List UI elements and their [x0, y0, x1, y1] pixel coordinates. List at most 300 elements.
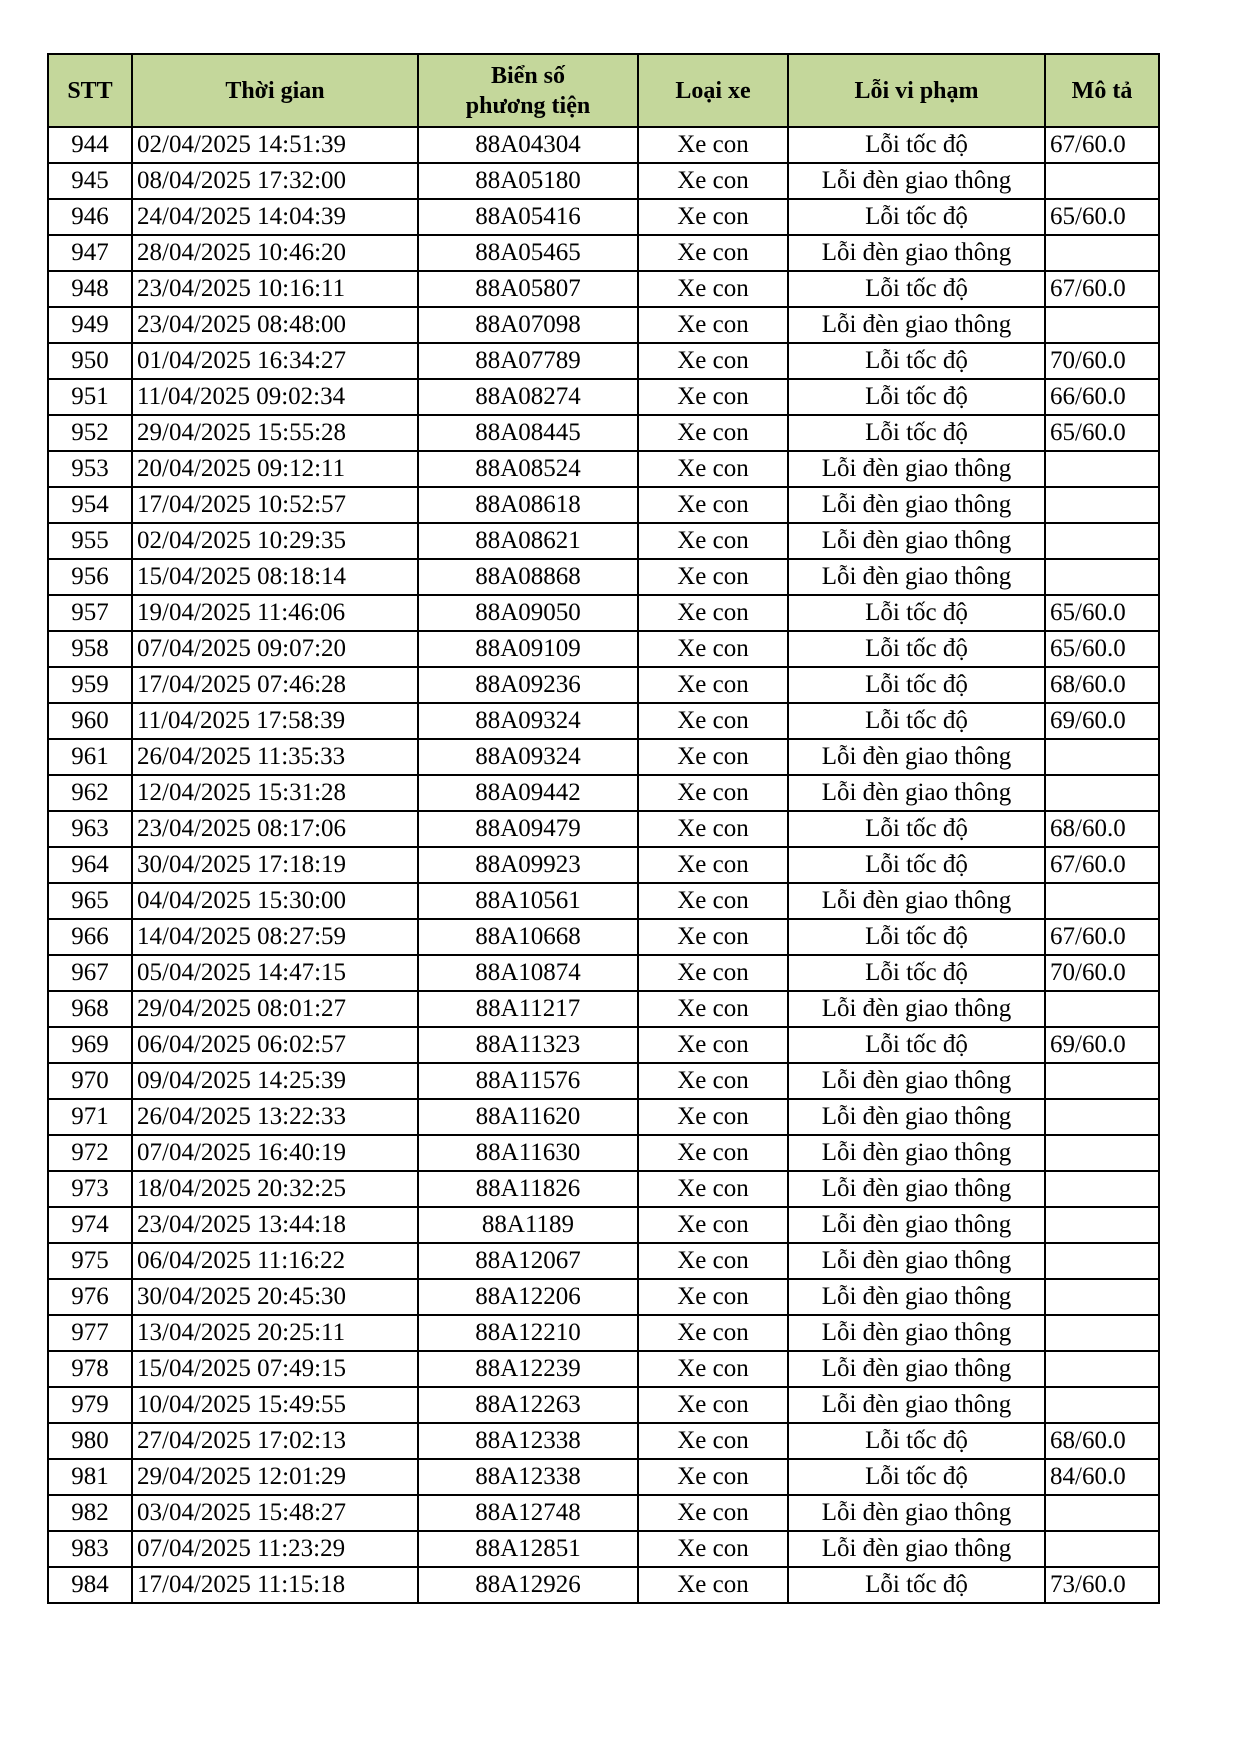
- cell-vehicle-type: Xe con: [638, 1459, 788, 1495]
- cell-violation: Lỗi đèn giao thông: [788, 739, 1045, 775]
- cell-vehicle-type: Xe con: [638, 883, 788, 919]
- cell-description: 68/60.0: [1045, 667, 1159, 703]
- cell-violation: Lỗi tốc độ: [788, 595, 1045, 631]
- cell-description: 65/60.0: [1045, 415, 1159, 451]
- cell-time: 30/04/2025 17:18:19: [132, 847, 418, 883]
- cell-violation: Lỗi tốc độ: [788, 199, 1045, 235]
- cell-time: 26/04/2025 11:35:33: [132, 739, 418, 775]
- header-description: Mô tả: [1045, 54, 1159, 127]
- cell-vehicle-type: Xe con: [638, 1531, 788, 1567]
- cell-plate: 88A11620: [418, 1099, 638, 1135]
- cell-time: 17/04/2025 11:15:18: [132, 1567, 418, 1603]
- cell-stt: 948: [48, 271, 132, 307]
- cell-description: 70/60.0: [1045, 955, 1159, 991]
- table-row: [48, 595, 1159, 631]
- cell-plate: 88A10874: [418, 955, 638, 991]
- cell-description: 65/60.0: [1045, 631, 1159, 667]
- table-header: [48, 54, 1159, 127]
- cell-stt: 949: [48, 307, 132, 343]
- cell-time: 23/04/2025 10:16:11: [132, 271, 418, 307]
- header-plate-line2: phương tiện: [465, 92, 591, 119]
- table-row: [48, 1027, 1159, 1063]
- cell-stt: 974: [48, 1207, 132, 1243]
- cell-vehicle-type: Xe con: [638, 667, 788, 703]
- table-row: [48, 271, 1159, 307]
- cell-stt: 952: [48, 415, 132, 451]
- table-row: [48, 487, 1159, 523]
- cell-description: [1045, 1351, 1159, 1387]
- table-row: [48, 343, 1159, 379]
- cell-time: 29/04/2025 12:01:29: [132, 1459, 418, 1495]
- cell-violation: Lỗi tốc độ: [788, 1423, 1045, 1459]
- cell-time: 15/04/2025 08:18:14: [132, 559, 418, 595]
- cell-violation: Lỗi đèn giao thông: [788, 991, 1045, 1027]
- cell-plate: 88A05465: [418, 235, 638, 271]
- cell-violation: Lỗi đèn giao thông: [788, 559, 1045, 595]
- cell-vehicle-type: Xe con: [638, 163, 788, 199]
- cell-time: 02/04/2025 14:51:39: [132, 127, 418, 163]
- cell-vehicle-type: Xe con: [638, 631, 788, 667]
- cell-time: 17/04/2025 07:46:28: [132, 667, 418, 703]
- cell-violation: Lỗi đèn giao thông: [788, 523, 1045, 559]
- cell-time: 18/04/2025 20:32:25: [132, 1171, 418, 1207]
- table-row: [48, 307, 1159, 343]
- table-row: [48, 811, 1159, 847]
- cell-description: [1045, 451, 1159, 487]
- cell-description: [1045, 487, 1159, 523]
- cell-description: [1045, 1243, 1159, 1279]
- cell-plate: 88A09236: [418, 667, 638, 703]
- cell-vehicle-type: Xe con: [638, 271, 788, 307]
- cell-description: [1045, 307, 1159, 343]
- cell-stt: 947: [48, 235, 132, 271]
- table-row: [48, 199, 1159, 235]
- cell-violation: Lỗi đèn giao thông: [788, 235, 1045, 271]
- table-row: [48, 1315, 1159, 1351]
- cell-vehicle-type: Xe con: [638, 595, 788, 631]
- table-row: [48, 919, 1159, 955]
- cell-time: 19/04/2025 11:46:06: [132, 595, 418, 631]
- cell-stt: 958: [48, 631, 132, 667]
- cell-vehicle-type: Xe con: [638, 487, 788, 523]
- cell-plate: 88A11826: [418, 1171, 638, 1207]
- table-row: [48, 451, 1159, 487]
- cell-plate: 88A1189: [418, 1207, 638, 1243]
- cell-time: 28/04/2025 10:46:20: [132, 235, 418, 271]
- cell-plate: 88A09479: [418, 811, 638, 847]
- cell-vehicle-type: Xe con: [638, 235, 788, 271]
- cell-violation: Lỗi tốc độ: [788, 703, 1045, 739]
- cell-plate: 88A08445: [418, 415, 638, 451]
- cell-plate: 88A10668: [418, 919, 638, 955]
- cell-violation: Lỗi tốc độ: [788, 847, 1045, 883]
- table-row: [48, 1099, 1159, 1135]
- cell-description: [1045, 1315, 1159, 1351]
- cell-vehicle-type: Xe con: [638, 739, 788, 775]
- cell-stt: 980: [48, 1423, 132, 1459]
- cell-vehicle-type: Xe con: [638, 955, 788, 991]
- cell-violation: Lỗi đèn giao thông: [788, 1171, 1045, 1207]
- cell-violation: Lỗi đèn giao thông: [788, 1495, 1045, 1531]
- cell-plate: 88A12851: [418, 1531, 638, 1567]
- cell-vehicle-type: Xe con: [638, 559, 788, 595]
- cell-plate: 88A12206: [418, 1279, 638, 1315]
- table-row: [48, 415, 1159, 451]
- cell-stt: 966: [48, 919, 132, 955]
- cell-violation: Lỗi đèn giao thông: [788, 163, 1045, 199]
- table-row: [48, 1495, 1159, 1531]
- header-plate-line1: Biển số: [490, 62, 565, 89]
- cell-time: 09/04/2025 14:25:39: [132, 1063, 418, 1099]
- cell-time: 29/04/2025 08:01:27: [132, 991, 418, 1027]
- cell-plate: 88A09050: [418, 595, 638, 631]
- cell-violation: Lỗi tốc độ: [788, 919, 1045, 955]
- cell-description: [1045, 739, 1159, 775]
- cell-time: 12/04/2025 15:31:28: [132, 775, 418, 811]
- cell-description: 65/60.0: [1045, 595, 1159, 631]
- cell-vehicle-type: Xe con: [638, 451, 788, 487]
- cell-vehicle-type: Xe con: [638, 847, 788, 883]
- cell-description: [1045, 1495, 1159, 1531]
- cell-description: [1045, 1171, 1159, 1207]
- cell-plate: 88A08868: [418, 559, 638, 595]
- cell-vehicle-type: Xe con: [638, 1099, 788, 1135]
- header-row: [48, 54, 1159, 127]
- cell-stt: 971: [48, 1099, 132, 1135]
- table-row: [48, 739, 1159, 775]
- cell-plate: 88A10561: [418, 883, 638, 919]
- cell-description: [1045, 523, 1159, 559]
- cell-plate: 88A08274: [418, 379, 638, 415]
- cell-plate: 88A12338: [418, 1423, 638, 1459]
- table-row: [48, 1531, 1159, 1567]
- cell-violation: Lỗi tốc độ: [788, 955, 1045, 991]
- header-stt: STT: [48, 54, 132, 127]
- cell-stt: 950: [48, 343, 132, 379]
- cell-violation: Lỗi đèn giao thông: [788, 1099, 1045, 1135]
- cell-description: [1045, 1099, 1159, 1135]
- cell-stt: 969: [48, 1027, 132, 1063]
- table-row: [48, 1459, 1159, 1495]
- cell-description: 68/60.0: [1045, 1423, 1159, 1459]
- cell-stt: 967: [48, 955, 132, 991]
- cell-plate: 88A09324: [418, 703, 638, 739]
- cell-time: 08/04/2025 17:32:00: [132, 163, 418, 199]
- header-time: Thời gian: [132, 54, 418, 127]
- cell-plate: 88A11576: [418, 1063, 638, 1099]
- cell-violation: Lỗi đèn giao thông: [788, 1387, 1045, 1423]
- cell-description: 67/60.0: [1045, 919, 1159, 955]
- cell-vehicle-type: Xe con: [638, 919, 788, 955]
- cell-description: [1045, 1531, 1159, 1567]
- cell-plate: 88A12239: [418, 1351, 638, 1387]
- cell-plate: 88A09109: [418, 631, 638, 667]
- cell-description: [1045, 883, 1159, 919]
- cell-time: 04/04/2025 15:30:00: [132, 883, 418, 919]
- header-violation: Lỗi vi phạm: [788, 54, 1045, 127]
- table-row: [48, 775, 1159, 811]
- cell-vehicle-type: Xe con: [638, 1351, 788, 1387]
- cell-description: [1045, 1387, 1159, 1423]
- cell-vehicle-type: Xe con: [638, 1387, 788, 1423]
- cell-stt: 977: [48, 1315, 132, 1351]
- cell-description: 67/60.0: [1045, 847, 1159, 883]
- table-row: [48, 667, 1159, 703]
- cell-violation: Lỗi tốc độ: [788, 1567, 1045, 1603]
- cell-time: 13/04/2025 20:25:11: [132, 1315, 418, 1351]
- cell-violation: Lỗi đèn giao thông: [788, 1351, 1045, 1387]
- table-row: [48, 235, 1159, 271]
- cell-time: 26/04/2025 13:22:33: [132, 1099, 418, 1135]
- cell-stt: 972: [48, 1135, 132, 1171]
- cell-stt: 944: [48, 127, 132, 163]
- cell-description: 67/60.0: [1045, 127, 1159, 163]
- cell-stt: 953: [48, 451, 132, 487]
- cell-vehicle-type: Xe con: [638, 343, 788, 379]
- cell-time: 24/04/2025 14:04:39: [132, 199, 418, 235]
- cell-vehicle-type: Xe con: [638, 1171, 788, 1207]
- cell-description: 65/60.0: [1045, 199, 1159, 235]
- cell-time: 02/04/2025 10:29:35: [132, 523, 418, 559]
- cell-description: 69/60.0: [1045, 1027, 1159, 1063]
- cell-description: [1045, 235, 1159, 271]
- table-row: [48, 559, 1159, 595]
- cell-description: 84/60.0: [1045, 1459, 1159, 1495]
- cell-vehicle-type: Xe con: [638, 307, 788, 343]
- cell-stt: 960: [48, 703, 132, 739]
- cell-stt: 963: [48, 811, 132, 847]
- cell-stt: 976: [48, 1279, 132, 1315]
- cell-plate: 88A12210: [418, 1315, 638, 1351]
- cell-plate: 88A12926: [418, 1567, 638, 1603]
- cell-stt: 959: [48, 667, 132, 703]
- cell-violation: Lỗi tốc độ: [788, 379, 1045, 415]
- cell-vehicle-type: Xe con: [638, 1423, 788, 1459]
- cell-stt: 968: [48, 991, 132, 1027]
- cell-plate: 88A08618: [418, 487, 638, 523]
- cell-violation: Lỗi đèn giao thông: [788, 1279, 1045, 1315]
- cell-violation: Lỗi tốc độ: [788, 1027, 1045, 1063]
- cell-time: 17/04/2025 10:52:57: [132, 487, 418, 523]
- table-body: [48, 127, 1159, 1603]
- cell-time: 30/04/2025 20:45:30: [132, 1279, 418, 1315]
- cell-plate: 88A09923: [418, 847, 638, 883]
- cell-plate: 88A08524: [418, 451, 638, 487]
- cell-description: 66/60.0: [1045, 379, 1159, 415]
- cell-vehicle-type: Xe con: [638, 199, 788, 235]
- cell-description: [1045, 1279, 1159, 1315]
- table-row: [48, 379, 1159, 415]
- cell-stt: 979: [48, 1387, 132, 1423]
- cell-stt: 984: [48, 1567, 132, 1603]
- cell-stt: 981: [48, 1459, 132, 1495]
- cell-time: 01/04/2025 16:34:27: [132, 343, 418, 379]
- violations-table: [47, 53, 1160, 1604]
- cell-violation: Lỗi tốc độ: [788, 811, 1045, 847]
- cell-violation: Lỗi đèn giao thông: [788, 487, 1045, 523]
- cell-description: [1045, 1207, 1159, 1243]
- cell-plate: 88A12067: [418, 1243, 638, 1279]
- cell-description: 70/60.0: [1045, 343, 1159, 379]
- cell-description: 73/60.0: [1045, 1567, 1159, 1603]
- cell-violation: Lỗi tốc độ: [788, 631, 1045, 667]
- cell-time: 27/04/2025 17:02:13: [132, 1423, 418, 1459]
- cell-plate: 88A11323: [418, 1027, 638, 1063]
- cell-stt: 946: [48, 199, 132, 235]
- table-row: [48, 883, 1159, 919]
- cell-stt: 983: [48, 1531, 132, 1567]
- cell-time: 20/04/2025 09:12:11: [132, 451, 418, 487]
- cell-description: [1045, 1135, 1159, 1171]
- cell-time: 07/04/2025 16:40:19: [132, 1135, 418, 1171]
- cell-vehicle-type: Xe con: [638, 811, 788, 847]
- table-row: [48, 955, 1159, 991]
- cell-plate: 88A04304: [418, 127, 638, 163]
- table-row: [48, 1567, 1159, 1603]
- cell-description: 69/60.0: [1045, 703, 1159, 739]
- cell-stt: 945: [48, 163, 132, 199]
- cell-plate: 88A12338: [418, 1459, 638, 1495]
- cell-vehicle-type: Xe con: [638, 523, 788, 559]
- table-row: [48, 127, 1159, 163]
- cell-description: [1045, 991, 1159, 1027]
- cell-time: 29/04/2025 15:55:28: [132, 415, 418, 451]
- cell-violation: Lỗi tốc độ: [788, 415, 1045, 451]
- cell-time: 11/04/2025 09:02:34: [132, 379, 418, 415]
- cell-plate: 88A11630: [418, 1135, 638, 1171]
- cell-stt: 961: [48, 739, 132, 775]
- cell-plate: 88A12263: [418, 1387, 638, 1423]
- cell-description: 67/60.0: [1045, 271, 1159, 307]
- cell-violation: Lỗi tốc độ: [788, 343, 1045, 379]
- table-row: [48, 523, 1159, 559]
- cell-time: 06/04/2025 11:16:22: [132, 1243, 418, 1279]
- cell-stt: 978: [48, 1351, 132, 1387]
- cell-plate: 88A11217: [418, 991, 638, 1027]
- cell-violation: Lỗi tốc độ: [788, 667, 1045, 703]
- cell-plate: 88A05416: [418, 199, 638, 235]
- cell-time: 23/04/2025 08:17:06: [132, 811, 418, 847]
- cell-description: [1045, 775, 1159, 811]
- cell-time: 23/04/2025 08:48:00: [132, 307, 418, 343]
- table-row: [48, 1171, 1159, 1207]
- cell-time: 07/04/2025 09:07:20: [132, 631, 418, 667]
- cell-plate: 88A08621: [418, 523, 638, 559]
- cell-vehicle-type: Xe con: [638, 1315, 788, 1351]
- table-row: [48, 1423, 1159, 1459]
- cell-stt: 970: [48, 1063, 132, 1099]
- table-row: [48, 703, 1159, 739]
- cell-vehicle-type: Xe con: [638, 415, 788, 451]
- cell-stt: 954: [48, 487, 132, 523]
- cell-vehicle-type: Xe con: [638, 127, 788, 163]
- cell-description: 68/60.0: [1045, 811, 1159, 847]
- cell-vehicle-type: Xe con: [638, 991, 788, 1027]
- cell-violation: Lỗi đèn giao thông: [788, 451, 1045, 487]
- cell-time: 03/04/2025 15:48:27: [132, 1495, 418, 1531]
- cell-time: 11/04/2025 17:58:39: [132, 703, 418, 739]
- cell-stt: 951: [48, 379, 132, 415]
- cell-violation: Lỗi tốc độ: [788, 127, 1045, 163]
- cell-stt: 956: [48, 559, 132, 595]
- cell-violation: Lỗi đèn giao thông: [788, 1315, 1045, 1351]
- cell-vehicle-type: Xe con: [638, 1243, 788, 1279]
- table-row: [48, 1387, 1159, 1423]
- table-row: [48, 1351, 1159, 1387]
- cell-description: [1045, 559, 1159, 595]
- cell-time: 23/04/2025 13:44:18: [132, 1207, 418, 1243]
- table-row: [48, 847, 1159, 883]
- table-row: [48, 1207, 1159, 1243]
- cell-description: [1045, 163, 1159, 199]
- cell-plate: 88A12748: [418, 1495, 638, 1531]
- cell-stt: 955: [48, 523, 132, 559]
- cell-vehicle-type: Xe con: [638, 1207, 788, 1243]
- cell-vehicle-type: Xe con: [638, 1279, 788, 1315]
- header-plate: [418, 54, 638, 127]
- cell-vehicle-type: Xe con: [638, 1567, 788, 1603]
- cell-time: 15/04/2025 07:49:15: [132, 1351, 418, 1387]
- cell-vehicle-type: Xe con: [638, 775, 788, 811]
- cell-violation: Lỗi đèn giao thông: [788, 1063, 1045, 1099]
- cell-plate: 88A09442: [418, 775, 638, 811]
- cell-violation: Lỗi đèn giao thông: [788, 1207, 1045, 1243]
- cell-violation: Lỗi đèn giao thông: [788, 1531, 1045, 1567]
- cell-plate: 88A05180: [418, 163, 638, 199]
- cell-violation: Lỗi đèn giao thông: [788, 307, 1045, 343]
- cell-violation: Lỗi tốc độ: [788, 1459, 1045, 1495]
- cell-vehicle-type: Xe con: [638, 703, 788, 739]
- cell-vehicle-type: Xe con: [638, 1027, 788, 1063]
- cell-stt: 982: [48, 1495, 132, 1531]
- cell-stt: 965: [48, 883, 132, 919]
- cell-violation: Lỗi đèn giao thông: [788, 883, 1045, 919]
- cell-time: 07/04/2025 11:23:29: [132, 1531, 418, 1567]
- cell-plate: 88A07098: [418, 307, 638, 343]
- table-row: [48, 1063, 1159, 1099]
- cell-violation: Lỗi đèn giao thông: [788, 775, 1045, 811]
- cell-time: 10/04/2025 15:49:55: [132, 1387, 418, 1423]
- cell-plate: 88A07789: [418, 343, 638, 379]
- cell-vehicle-type: Xe con: [638, 1135, 788, 1171]
- cell-description: [1045, 1063, 1159, 1099]
- table-row: [48, 1279, 1159, 1315]
- cell-time: 06/04/2025 06:02:57: [132, 1027, 418, 1063]
- cell-vehicle-type: Xe con: [638, 1495, 788, 1531]
- cell-stt: 973: [48, 1171, 132, 1207]
- cell-plate: 88A05807: [418, 271, 638, 307]
- table-row: [48, 1243, 1159, 1279]
- cell-stt: 975: [48, 1243, 132, 1279]
- cell-plate: 88A09324: [418, 739, 638, 775]
- violations-sheet: [47, 53, 1160, 1604]
- table-row: [48, 631, 1159, 667]
- cell-violation: Lỗi đèn giao thông: [788, 1243, 1045, 1279]
- cell-stt: 962: [48, 775, 132, 811]
- cell-time: 14/04/2025 08:27:59: [132, 919, 418, 955]
- cell-stt: 964: [48, 847, 132, 883]
- cell-vehicle-type: Xe con: [638, 379, 788, 415]
- cell-stt: 957: [48, 595, 132, 631]
- table-row: [48, 1135, 1159, 1171]
- table-row: [48, 163, 1159, 199]
- cell-vehicle-type: Xe con: [638, 1063, 788, 1099]
- header-vehicle-type: Loại xe: [638, 54, 788, 127]
- cell-violation: Lỗi đèn giao thông: [788, 1135, 1045, 1171]
- cell-violation: Lỗi tốc độ: [788, 271, 1045, 307]
- table-row: [48, 991, 1159, 1027]
- cell-time: 05/04/2025 14:47:15: [132, 955, 418, 991]
